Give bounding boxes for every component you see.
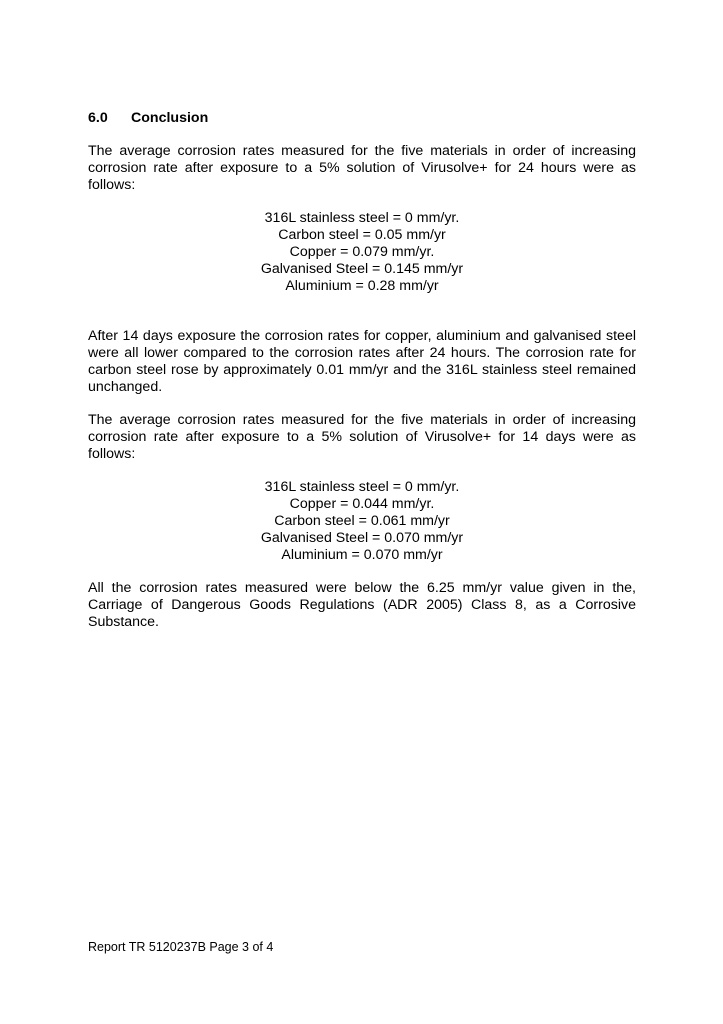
paragraph-closing: All the corrosion rates measured were below the 6.25 mm/yr value given in the, Carriage of Dangerous Goods Regulations (ADR 2005) Class 8, as a Corrosive Substance.	[88, 580, 636, 630]
rate-item: Aluminium = 0.070 mm/yr	[281, 547, 443, 563]
rate-item: 316L stainless steel = 0 mm/yr.	[264, 479, 460, 495]
section-title: Conclusion	[131, 110, 209, 126]
section-number: 6.0	[88, 110, 108, 126]
rate-item: Aluminium = 0.28 mm/yr	[285, 278, 439, 294]
rate-item: 316L stainless steel = 0 mm/yr.	[264, 210, 460, 226]
rate-item: Copper = 0.044 mm/yr.	[289, 496, 435, 512]
rate-item: Carbon steel = 0.061 mm/yr	[274, 513, 450, 529]
section-heading	[88, 110, 208, 127]
rate-item: Carbon steel = 0.05 mm/yr	[278, 227, 446, 243]
paragraph-comparison-14d: After 14 days exposure the corrosion rates for copper, aluminium and galvanised steel were all lower compared to the corrosion rates after 24 hours. The corrosion rate for carbon steel rose by approximately 0.01 mm/yr and the 316L stainless steel remained unchanged.	[88, 328, 636, 395]
rates-list-24h	[88, 210, 636, 295]
rate-item: Galvanised Steel = 0.145 mm/yr	[260, 261, 464, 277]
paragraph-intro-14d: The average corrosion rates measured for the five materials in order of increasing corrosion rate after exposure to a 5% solution of Virusolve+ for 14 days were as follows:	[88, 412, 636, 462]
page-footer: Report TR 5120237B Page 3 of 4	[88, 940, 274, 954]
rate-item: Copper = 0.079 mm/yr.	[289, 244, 435, 260]
rate-item: Galvanised Steel = 0.070 mm/yr	[260, 530, 464, 546]
rates-list-14d	[88, 479, 636, 564]
paragraph-intro-24h: The average corrosion rates measured for the five materials in order of increasing corrosion rate after exposure to a 5% solution of Virusolve+ for 24 hours were as follows:	[88, 143, 636, 193]
